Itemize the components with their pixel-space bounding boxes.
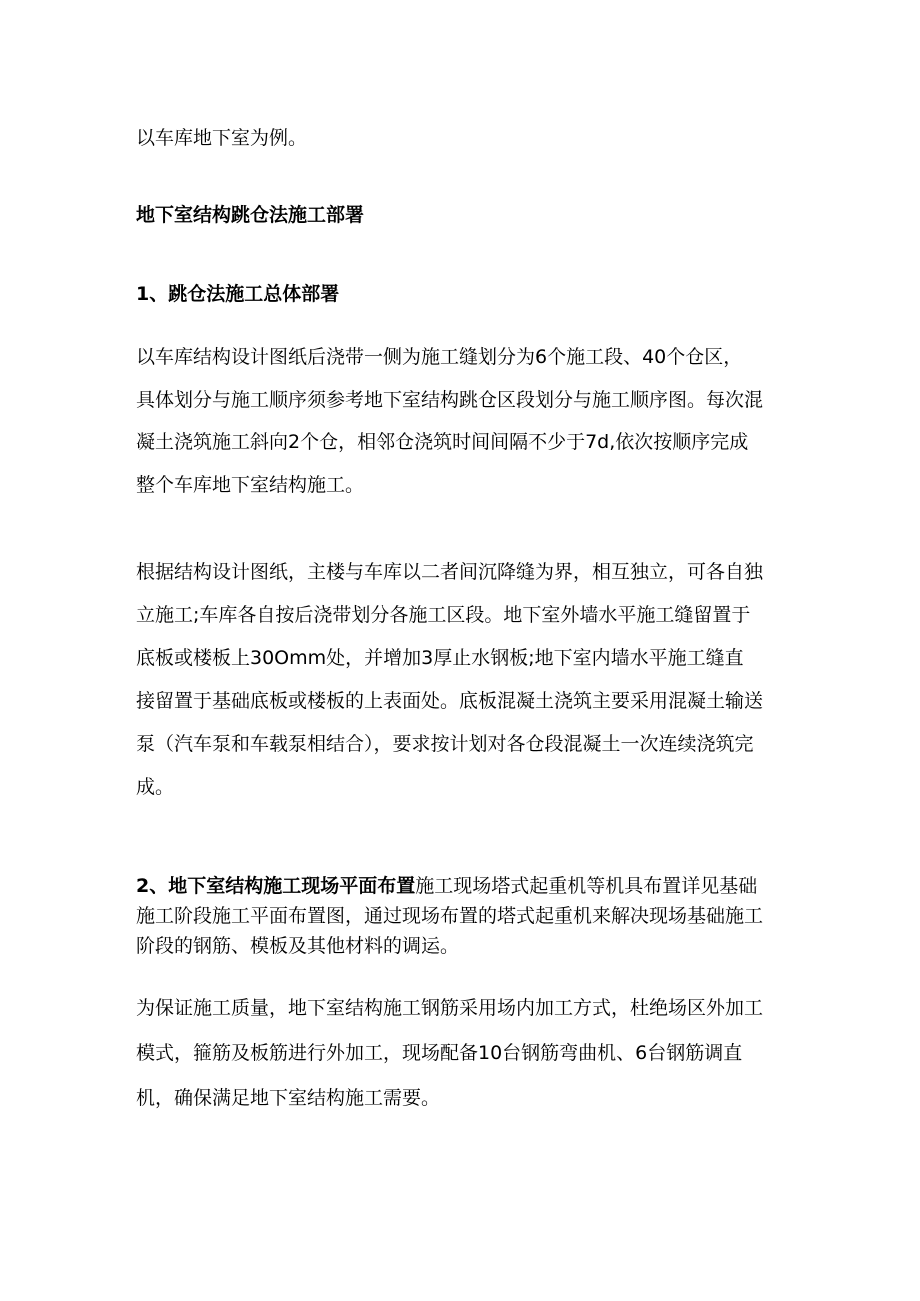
paragraph-2 — [136, 560, 763, 818]
paragraph-1-line: 具体划分与施工顺序须参考地下室结构跳仓区段划分与施工顺序图。每次混 — [136, 388, 764, 411]
section1-title: 1、跳仓法施工总体部署 — [136, 283, 340, 305]
paragraph-3-line: 阶段的钢筋、模板及其他材料的调运。 — [136, 935, 460, 957]
paragraph-4-line: 为保证施工质量，地下室结构施工钢筋采用场内加工方式，杜绝场区外加工 — [136, 997, 764, 1019]
paragraph-4-line: 机，确保满足地下室结构施工需要。 — [136, 1087, 441, 1109]
heading-title: 地下室结构跳仓法施工部署 — [136, 204, 365, 226]
paragraph-1 — [136, 345, 763, 515]
section2-title: 2、地下室结构施工现场平面布置 — [136, 875, 416, 897]
paragraph-1-line: 凝土浇筑施工斜向2个仓，相邻仓浇筑时间间隔不少于7d,依次按顺序完成 — [136, 431, 749, 453]
paragraph-4 — [136, 996, 763, 1131]
paragraph-2-line: 接留置于基础底板或楼板的上表面处。底板混凝土浇筑主要采用混凝土输送 — [136, 690, 764, 712]
paragraph-2-line: 立施工;车库各自按后浇带划分各施工区段。地下室外墙水平施工缝留置于 — [136, 604, 751, 626]
intro-text: 以车库地下室为例。 — [136, 127, 308, 149]
paragraph-1-line: 以车库结构设计图纸后浇带一侧为施工缝划分为6个施工段、40个仓区， — [136, 346, 743, 368]
paragraph-4-line: 模式，箍筋及板筋进行外加工，现场配备10台钢筋弯曲机、6台钢筋调直 — [136, 1042, 743, 1064]
section2-first-line — [136, 874, 763, 898]
paragraph-2-line: 底板或楼板上30Omm处，并增加3厚止水钢板;地下室内墙水平施工缝直 — [136, 647, 744, 669]
paragraph-2-line: 成。 — [136, 776, 175, 798]
paragraph-1-line: 整个车库地下室结构施工。 — [136, 473, 365, 496]
paragraph-3-line: 施工现场塔式起重机等机具布置详见基础 — [415, 875, 758, 897]
paragraph-2-line: 根据结构设计图纸，主楼与车库以二者间沉降缝为界，相互独立，可各自独 — [136, 561, 764, 583]
paragraph-3-line: 施工阶段施工平面布置图，通过现场布置的塔式起重机来解决现场基础施工 — [136, 905, 764, 927]
section2-block — [136, 874, 763, 964]
paragraph-2-line: 泵（汽车泵和车载泵相结合），要求按计划对各仓段混凝土一次连续浇筑完 — [136, 733, 754, 755]
